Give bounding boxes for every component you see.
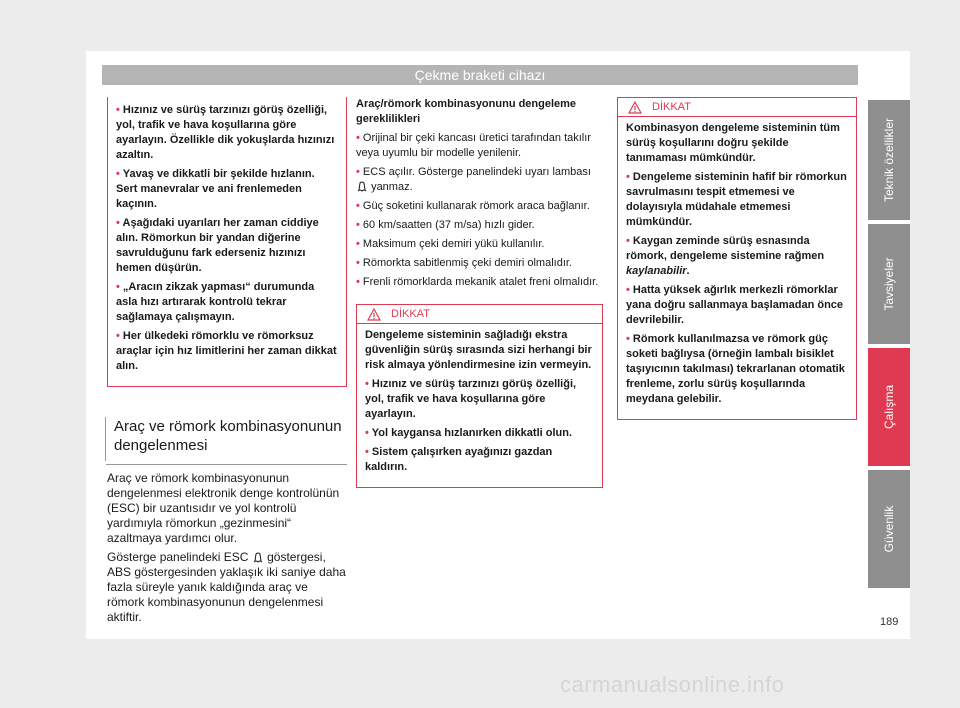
page-header: Çekme braketi cihazı — [102, 65, 858, 85]
list-item: • 60 km/saatten (37 m/sa) hızlı gider. — [356, 219, 535, 231]
chapter-tabs — [868, 100, 910, 592]
bullet-dot: • — [365, 446, 372, 458]
warning-bullet: • Sistem çalışırken ayağınızı gazdan kaldırın. — [365, 446, 553, 473]
bullet-dot: • — [356, 219, 363, 231]
warning-bullet: • Kaygan zeminde sürüş esnasında römork, dengeleme sistemine rağmen kaylanabilir. — [626, 235, 825, 277]
bullet-dot: • — [626, 284, 633, 296]
warning-bullet: • Dengeleme sisteminin hafif bir römorkun savrulmasını tespit etmemesi ve dolayısıyla müdahale etmemesi mümkündür. — [626, 171, 847, 228]
warning-triangle-icon — [367, 308, 381, 321]
subsection-heading: Araç/römork kombinasyonunu dengeleme gereklilikleri — [356, 98, 577, 125]
warning-bullet: • Yavaş ve dikkatli bir şekilde hızlanın. Sert manevralar ve ani frenlemeden kaçının. — [116, 168, 315, 210]
bullet-dot: • — [356, 276, 363, 288]
column-2 — [356, 97, 603, 488]
warning-intro: Kombinasyon dengeleme sisteminin tüm sürüş koşullarını doğru şekilde tanımaması mümkündür. — [626, 122, 840, 164]
bullet-dot: • — [356, 166, 363, 178]
tab-tavsiyeler[interactable]: Tavsiyeler — [868, 224, 910, 344]
bullet-dot: • — [365, 427, 372, 439]
bullet-dot: • — [356, 200, 363, 212]
body-paragraph: Araç ve römork kombinasyonunun dengelenmesi elektronik denge kontrolünün (ESC) bir uzantısıdır ve yol kontrolü yardımıyla römorkun „gezinmesini“ azaltmaya yardımcı olur. — [107, 471, 340, 545]
warning-header: DİKKAT — [618, 98, 856, 117]
body-paragraph: Gösterge panelindeki ESC göstergesi, ABS göstergesinden yaklaşık iki saniye daha fazla süreyle yanık kaldığında araç ve römork kombinasyonunun dengelenmesi aktiftir. — [107, 550, 346, 624]
bullet-dot: • — [626, 333, 633, 345]
warning-header: DİKKAT — [357, 305, 602, 324]
watermark: carmanualsonline.info — [560, 672, 785, 697]
esc-warning-icon — [356, 180, 368, 192]
warning-bullet: • Aşağıdaki uyarıları her zaman ciddiye alın. Römorkun bir yandan diğerine savrulduğunu fark ederseniz hızınızı hemen düşürün. — [116, 217, 319, 274]
section-title: Araç ve römork kombinasyonunun dengelenmesi — [105, 417, 347, 461]
warning-bullet: • Römork kullanılmazsa ve römork güç soketi bağlıysa (örneğin lambalı bisiklet taşıyıcının takılması) tekrarlanan otomatik frenleme, zorlu sürüş koşullarında meydana gelebilir. — [626, 333, 845, 405]
bullet-dot: • — [116, 330, 123, 342]
bullet-dot: • — [356, 257, 363, 269]
warning-bullet: • Hızınız ve sürüş tarzınızı görüş özelliği, yol, trafik ve hava koşullarına göre ayarlayın. Özellikle dik yokuşlarda hızınızı azaltın. — [116, 104, 335, 161]
tab-teknik-ozellikler[interactable]: Teknik özellikler — [868, 100, 910, 220]
warning-intro: Dengeleme sisteminin sağladığı ekstra güvenliğin sürüş sırasında sizi herhangi bir risk almaya yönlendirmesine izin vermeyin. — [365, 329, 592, 371]
bullet-dot: • — [116, 281, 123, 293]
list-item: • Güç soketini kullanarak römork araca bağlanır. — [356, 200, 590, 212]
warning-bullet: • Hızınız ve sürüş tarzınızı görüş özelliği, yol, trafik ve hava koşullarına göre ayarlayın. — [365, 378, 577, 420]
bullet-dot: • — [116, 168, 123, 180]
list-item: • Frenli römorklarda mekanik atalet freni olmalıdır. — [356, 276, 599, 288]
tab-calisma[interactable]: Çalışma — [868, 348, 910, 466]
warning-bullet: • Hatta yüksek ağırlık merkezli römorklar yana doğru sallanmaya başlamadan önce devrilebilir. — [626, 284, 844, 326]
bullet-dot: • — [116, 104, 123, 116]
warning-box — [617, 97, 857, 420]
bullet-dot: • — [356, 238, 363, 250]
warning-box-continued — [107, 97, 347, 387]
page-number: 189 — [880, 616, 899, 628]
column-3 — [617, 97, 857, 420]
esc-warning-icon — [252, 551, 264, 563]
warning-box — [356, 304, 603, 488]
bullet-dot: • — [626, 235, 633, 247]
warning-bullet: • „Aracın zikzak yapması“ durumunda asla hızı artırarak kontrolü tekrar sağlamaya çalışmayın. — [116, 281, 315, 323]
list-item: • Orijinal bir çeki kancası üretici tarafından takılır veya uyumlu bir modelle yenilenir. — [356, 132, 591, 159]
list-item: • Römorkta sabitlenmiş çeki demiri olmalıdır. — [356, 257, 572, 269]
bullet-dot: • — [356, 132, 363, 144]
warning-bullet: • Yol kaygansa hızlanırken dikkatli olun. — [365, 427, 573, 439]
column-1 — [107, 97, 347, 629]
bullet-dot: • — [626, 171, 633, 183]
italic-term: kaylanabilir — [626, 265, 687, 277]
warning-bullet: • Her ülkedeki römorklu ve römorksuz araçlar için hız limitlerini her zaman dikkat alın. — [116, 330, 337, 372]
bullet-dot: • — [116, 217, 123, 229]
warning-triangle-icon — [628, 101, 642, 114]
tab-guvenlik[interactable]: Güvenlik — [868, 470, 910, 588]
list-item: • ECS açılır. Gösterge panelindeki uyarı lambası yanmaz. — [356, 166, 591, 193]
list-item: • Maksimum çeki demiri yükü kullanılır. — [356, 238, 545, 250]
bullet-dot: • — [365, 378, 372, 390]
